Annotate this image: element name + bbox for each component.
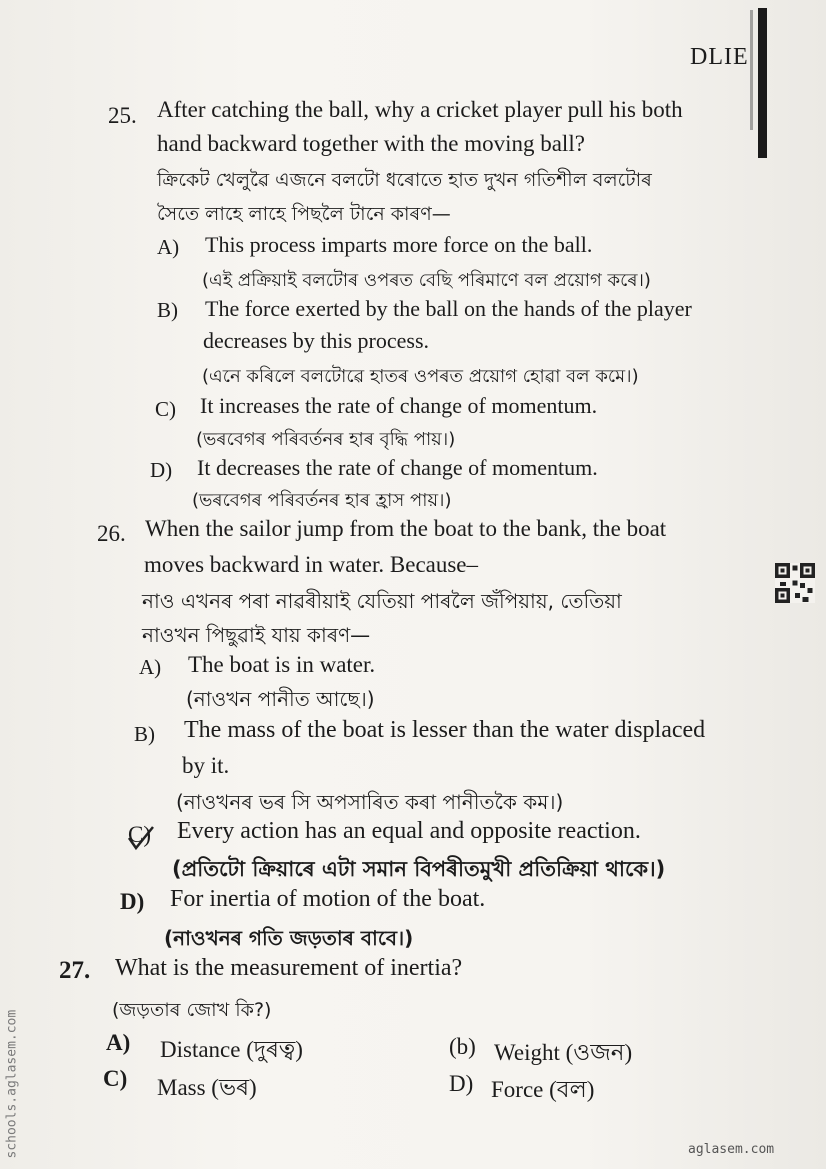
question-text-en: hand backward together with the moving ball? <box>157 131 585 156</box>
option-letter: D) <box>449 1071 474 1096</box>
option-text: Force (বল) <box>491 1077 595 1102</box>
question-text-bn: নাওখন পিছুৱাই যায় কাৰণ— <box>142 623 371 647</box>
option-letter: B) <box>134 722 155 746</box>
option-text-en: decreases by this process. <box>203 328 430 353</box>
question-text-en: After catching the ball, why a cricket player pull his both <box>157 97 683 122</box>
question-text-bn: নাও এখনৰ পৰা নাৱৰীয়াই যেতিয়া পাৰলৈ জঁপিয়ায়, তেতিয়া <box>142 589 622 613</box>
option-letter: C) <box>103 1066 128 1091</box>
question-text-en: What is the measurement of inertia? <box>115 955 463 981</box>
option-text-en: This process imparts more force on the ball. <box>205 232 593 257</box>
question-number: 25. <box>108 103 137 128</box>
option-text-en: The boat is in water. <box>188 652 376 677</box>
option-text-bn: (ভৰবেগৰ পৰিবৰ্তনৰ হাৰ হ্ৰাস পায়।) <box>192 490 452 511</box>
binding-shadow <box>750 10 753 130</box>
option-letter: A) <box>106 1030 131 1055</box>
option-text-en: For inertia of motion of the boat. <box>170 886 486 912</box>
option-letter: D) <box>150 458 173 482</box>
paper-code: DLIE <box>690 44 749 70</box>
option-text-bn: (নাওখনৰ ভৰ সি অপসাৰিত কৰা পানীতকৈ কম।) <box>176 790 564 814</box>
question-number: 26. <box>97 521 126 546</box>
option-letter: (b) <box>449 1034 476 1059</box>
option-text-en: The force exerted by the ball on the hands of the player <box>205 296 692 321</box>
qr-code <box>775 563 815 603</box>
question-text-en: moves backward in water. Because– <box>144 552 479 577</box>
option-text-en: It decreases the rate of change of momentum. <box>197 455 598 480</box>
watermark-side: schools.aglasem.com <box>4 1009 20 1159</box>
option-text-bn: (নাওখনৰ গতি জড়তাৰ বাবে।) <box>164 926 414 950</box>
option-text-en: The mass of the boat is lesser than the water displaced <box>184 717 706 743</box>
option-text: Weight (ওজন) <box>494 1040 633 1065</box>
option-letter: B) <box>157 298 178 322</box>
option-letter: D) <box>120 889 145 914</box>
option-text: Mass (ভৰ) <box>157 1075 257 1100</box>
question-number: 27. <box>59 957 91 984</box>
binding-edge <box>758 8 767 158</box>
option-letter: C) <box>155 397 176 421</box>
option-text: Distance (দুৰত্ব) <box>160 1037 303 1062</box>
option-letter: C) <box>128 822 151 847</box>
option-text-en: It increases the rate of change of momentum. <box>200 393 598 418</box>
question-text-bn: ক্ৰিকেট খেলুৱৈ এজনে বলটো ধৰোতে হাত দুখন গতিশীল বলটোৰ <box>157 169 652 191</box>
option-text-bn: (নাওখন পানীত আছে।) <box>186 687 375 711</box>
option-text-bn: (ভৰবেগৰ পৰিবৰ্তনৰ হাৰ বৃদ্ধি পায়।) <box>196 429 456 450</box>
watermark-footer: aglasem.com <box>688 1142 775 1157</box>
option-letter: A) <box>157 235 180 259</box>
option-text-en: by it. <box>182 753 230 778</box>
option-text-bn: (এনে কৰিলে বলটোৱে হাতৰ ওপৰত প্ৰয়োগ হোৱা বল কমে।) <box>202 366 639 387</box>
question-text-bn: (জড়তাৰ জোখ কি?) <box>112 999 272 1021</box>
option-text-bn: (প্ৰতিটো ক্ৰিয়াৰে এটা সমান বিপৰীতমুখী প্ৰতিক্ৰিয়া থাকে।) <box>172 857 666 881</box>
question-text-en: When the sailor jump from the boat to the bank, the boat <box>145 516 667 541</box>
question-text-bn: সৈতে লাহে লাহে পিছলৈ টানে কাৰণ— <box>157 203 451 225</box>
option-letter: A) <box>139 655 162 679</box>
option-text-en: Every action has an equal and opposite reaction. <box>177 818 641 844</box>
option-text-bn: (এই প্ৰক্ৰিয়াই বলটোৰ ওপৰত বেছি পৰিমাণে বল প্ৰয়োগ কৰে।) <box>202 270 651 291</box>
